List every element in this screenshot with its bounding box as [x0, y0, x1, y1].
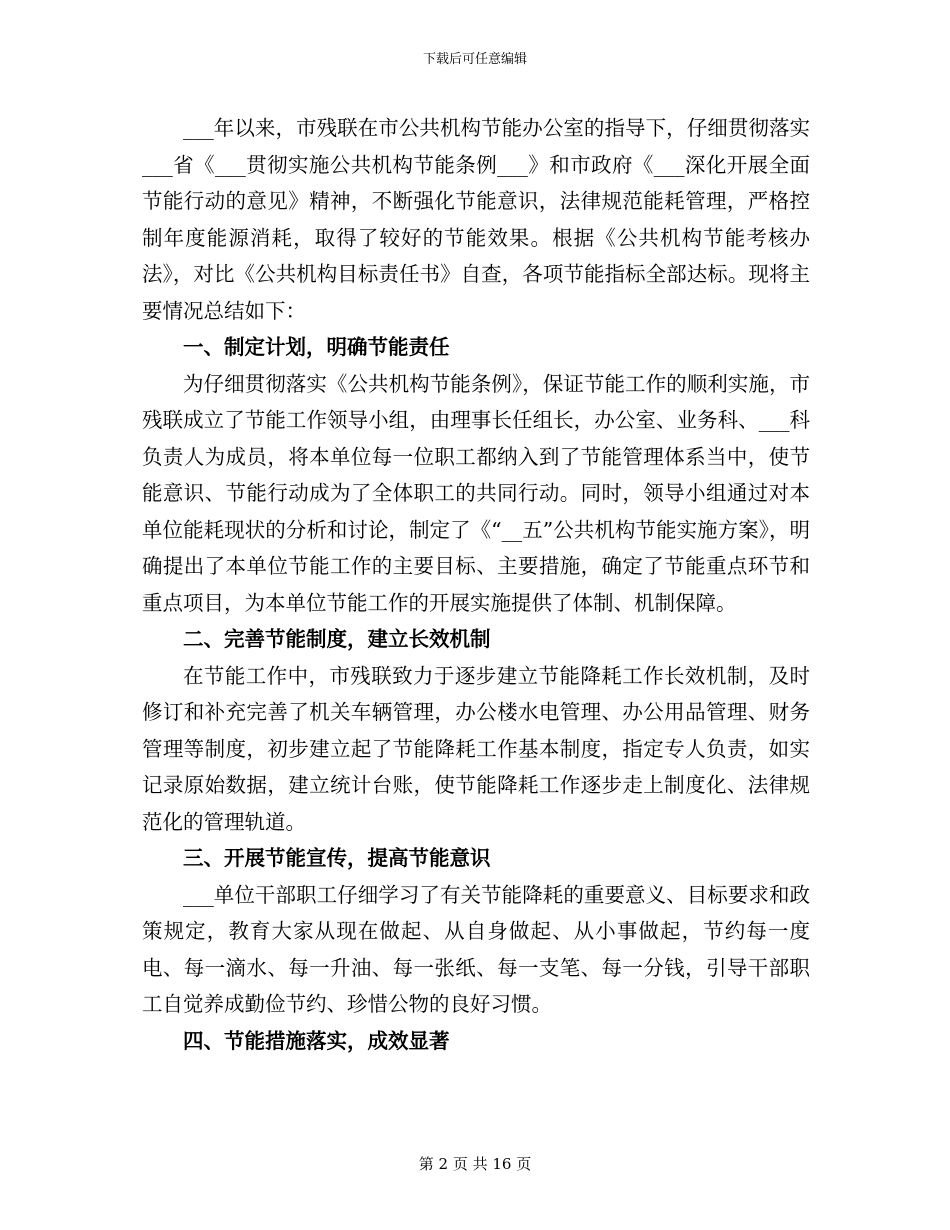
section-heading-1: 一、制定计划，明确节能责任	[183, 335, 450, 359]
section-heading-2: 二、完善节能制度，建立长效机制	[183, 627, 491, 651]
section-heading-3: 三、开展节能宣传，提高节能意识	[183, 846, 491, 870]
section-heading-4: 四、节能措施落实，成效显著	[183, 1028, 450, 1053]
intro-paragraph: ___年以来，市残联在市公共机构节能办公室的指导下，仔细贯彻落实___省《___贯彻实施公共机构节能条例___》和市政府《___深化开展全面节能行动的意见》精神，不断强化节能意识，法律规范能耗管理，严格控制年度能源消耗，取得了较好的节能效果。根据《公共机构节能考核办法》，对比《公共机构目标责任书》自查，各项节能指标全部达标。现将主要情况总结如下：	[142, 116, 810, 323]
page-number: 第 2 页 共 16 页	[418, 1155, 532, 1173]
section-1-paragraph: 为仔细贯彻落实《公共机构节能条例》，保证节能工作的顺利实施，市残联成立了节能工作领导小组，由理事长任组长，办公室、业务科、___科负责人为成员，将本单位每一位职工都纳入到了节能管理体系当中，使节能意识、节能行动成为了全体职工的共同行动。同时，领导小组通过对本单位能耗现状的分析和讨论，制定了《“__五”公共机构节能实施方案》，明确提出了本单位节能工作的主要目标、主要措施，确定了节能重点环节和重点项目，为本单位节能工作的开展实施提供了体制、机制保障。	[142, 371, 810, 615]
section-2-paragraph: 在节能工作中，市残联致力于逐步建立节能降耗工作长效机制，及时修订和补充完善了机关车辆管理，办公楼水电管理、办公用品管理、财务管理等制度，初步建立起了节能降耗工作基本制度，指定专人负责，如实记录原始数据，建立统计台账，使节能降耗工作逐步走上制度化、法律规范化的管理轨道。	[142, 663, 810, 834]
page-header: 下载后可任意编辑	[422, 52, 527, 67]
document-body	[142, 110, 810, 1059]
section-3-paragraph: ___单位干部职工仔细学习了有关节能降耗的重要意义、目标要求和政策规定，教育大家从现在做起、从自身做起、从小事做起，节约每一度电、每一滴水、每一升油、每一张纸、每一支笔、每一分钱，引导干部职工自觉养成勤俭节约、珍惜公物的良好习惯。	[142, 882, 810, 1016]
